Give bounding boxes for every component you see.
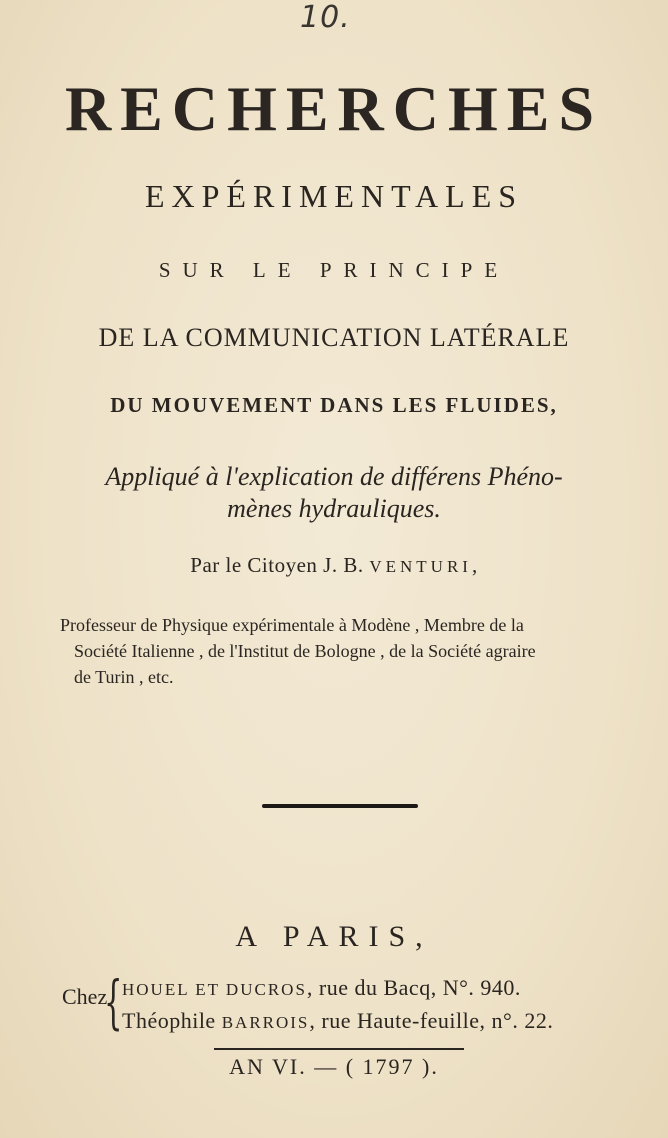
date-rule — [214, 1048, 464, 1050]
publisher-1-address: , rue du Bacq, N°. 940. — [306, 975, 521, 1000]
italic-line-2: mènes hydrauliques. — [227, 494, 441, 523]
subtitle-line-1: EXPÉRIMENTALES — [144, 178, 524, 214]
author-line — [0, 553, 668, 578]
publisher-2-name: BARROIS — [221, 1013, 310, 1032]
city: A PARIS, — [235, 920, 433, 953]
subtitle-line-4: DU MOUVEMENT DANS LES FLUIDES, — [110, 393, 558, 417]
publisher-1-name: HOUEL ET DUCROS — [122, 980, 307, 999]
publisher-2-first: Théophile — [122, 1008, 222, 1033]
handwritten-number: 10. — [300, 0, 351, 35]
publisher-line-1 — [122, 975, 521, 1001]
ornamental-rule — [262, 804, 418, 808]
subtitle-line-2: SUR LE PRINCIPE — [158, 258, 510, 282]
publication-date: AN VI. — ( 1797 ). — [229, 1054, 439, 1079]
publisher-2-address: , rue Haute-feuille, n°. 22. — [309, 1008, 554, 1033]
credentials-line-2: Société Italienne , de l'Institut de Bologne , de la Société agraire — [74, 641, 536, 661]
credentials-line-1: Professeur de Physique expérimentale à Modène , Membre de la — [60, 615, 524, 635]
credentials-line-3: de Turin , etc. — [74, 667, 174, 687]
author-prefix: Par le Citoyen J. B. — [190, 553, 364, 577]
subtitle-line-3: DE LA COMMUNICATION LATÉRALE — [98, 323, 570, 352]
author-suffix: , — [471, 553, 478, 577]
author-name: VENTURI — [369, 557, 472, 576]
book-title: RECHERCHES — [64, 73, 604, 144]
chez-label: Chez — [62, 984, 108, 1009]
brace-glyph: { — [104, 968, 123, 1036]
italic-line-1: Appliqué à l'explication de différens Phéno- — [105, 462, 563, 491]
publisher-line-2 — [122, 1008, 553, 1034]
author-credentials — [60, 612, 650, 690]
